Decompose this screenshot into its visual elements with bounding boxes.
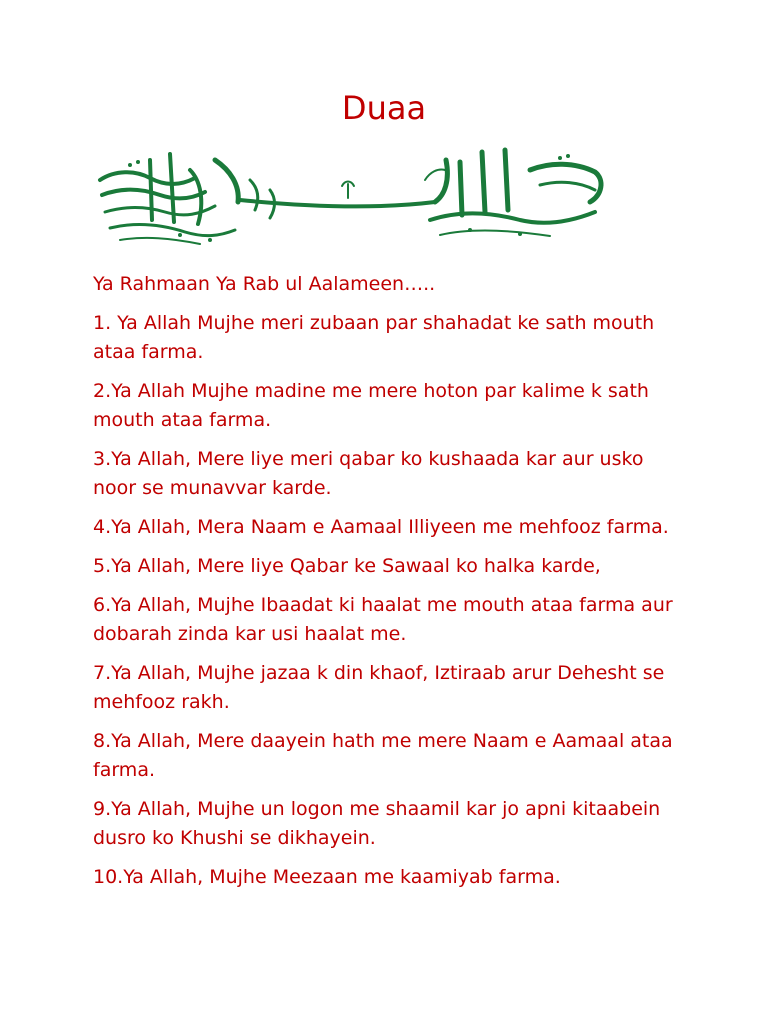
- list-item: 5.Ya Allah, Mere liye Qabar ke Sawaal ko halka karde,: [93, 555, 601, 577]
- list-item: 4.Ya Allah, Mera Naam e Aamaal Illiyeen me mehfooz farma.: [93, 516, 669, 538]
- list-item: 2.Ya Allah Mujhe madine me mere hoton par kalime k sath mouth ataa farma.: [93, 380, 649, 431]
- intro-line: Ya Rahmaan Ya Rab ul Aalameen…..: [93, 273, 436, 295]
- list-item: 9.Ya Allah, Mujhe un logon me shaamil kar jo apni kitaabein dusro ko Khushi se dikhayein.: [93, 798, 661, 849]
- page-title: Duaa: [341, 89, 427, 127]
- list-item: 6.Ya Allah, Mujhe Ibaadat ki haalat me mouth ataa farma aur dobarah zinda kar usi haalat me.: [93, 594, 673, 645]
- list-item: 8.Ya Allah, Mere daayein hath me mere Naam e Aamaal ataa farma.: [93, 730, 673, 781]
- list-item: 3.Ya Allah, Mere liye meri qabar ko kushaada kar aur usko noor se munavvar karde.: [93, 448, 644, 499]
- list-item: 10.Ya Allah, Mujhe Meezaan me kaamiyab farma.: [93, 866, 561, 888]
- bismillah-calligraphy-image: [90, 140, 610, 262]
- list-item: 7.Ya Allah, Mujhe jazaa k din khaof, Iztiraab arur Dehesht se mehfooz rakh.: [93, 662, 665, 713]
- duaa-text: [93, 270, 683, 902]
- list-item: 1. Ya Allah Mujhe meri zubaan par shahadat ke sath mouth ataa farma.: [93, 312, 655, 363]
